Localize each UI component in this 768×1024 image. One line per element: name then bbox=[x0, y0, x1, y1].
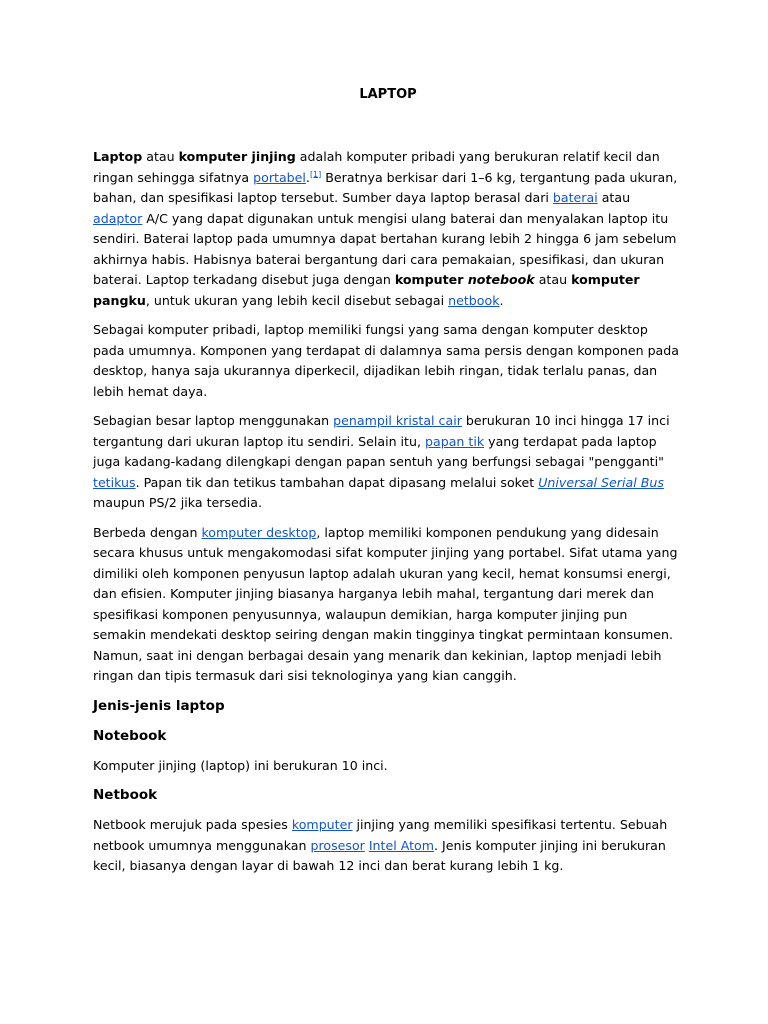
reference-link-1[interactable]: [1] bbox=[309, 169, 322, 179]
heading-jenis-laptop: Jenis-jenis laptop bbox=[93, 697, 225, 714]
heading-notebook: Notebook bbox=[93, 727, 167, 744]
paragraph-komponen bbox=[93, 523, 683, 687]
link-papan-tik[interactable]: papan tik bbox=[424, 433, 485, 449]
link-intel-atom[interactable]: Intel Atom bbox=[368, 837, 435, 853]
text-span: atau bbox=[534, 272, 572, 287]
text-span: . bbox=[499, 292, 504, 308]
paragraph-fungsi: Sebagai komputer pribadi, laptop memiliki fungsi yang sama dengan komputer desktop pada umumnya. Komponen yang terdapat di dalamnya sama persis dengan komponen pada desktop, hanya saja ukurannya diperkecil, dijadikan lebih ringan, tidak terlalu panas, dan lebih hemat daya. bbox=[93, 322, 679, 399]
term-komputer-jinjing: komputer jinjing bbox=[178, 149, 296, 164]
paragraph-intro bbox=[93, 147, 683, 311]
text-span: Berbeda dengan bbox=[93, 524, 202, 540]
paragraph-netbook bbox=[93, 815, 683, 877]
text-span: , laptop memiliki komponen pendukung yang didesain secara khusus untuk mengakomodasi sifat komputer jinjing yang portabel. Sifat utama yang dimiliki oleh komponen penyusun laptop adalah ukuran yang kecil, hemat konsumsi energi, dan efisien. Komputer jinjing biasanya harganya lebih mahal, tergantung dari merek dan spesifikasi komponen penyusunnya, walaupun demikian, harga komputer jinjing pun semakin mendekati desktop seiring dengan makin tingginya tingkat permintaan konsumen. Namun, saat ini dengan berbagai desain yang menarik dan kekinian, laptop menjadi lebih ringan dan tipis termasuk dari sisi teknologinya yang kian canggih. bbox=[93, 524, 678, 683]
text-span: Netbook merujuk pada spesies bbox=[93, 817, 292, 832]
text-span: . bbox=[305, 169, 310, 185]
text-span: Beratnya berkisar dari 1–6 kg, tergantung pada ukuran, bahan, dan spesifikasi laptop tersebut. Sumber daya laptop berasal dari bbox=[93, 169, 678, 205]
link-portabel[interactable]: portabel bbox=[253, 169, 306, 185]
text-span: A/C yang dapat digunakan untuk mengisi ulang baterai dan menyalakan laptop itu sendiri. Baterai laptop pada umumnya dapat bertahan kurang lebih 2 hingga 6 jam sebelum akhirnya habis. Habisnya baterai bergantung dari cara pemakaian, spesifikasi, dan ukuran baterai. Laptop terkadang disebut juga dengan bbox=[93, 210, 677, 287]
term-laptop: Laptop bbox=[93, 149, 143, 164]
text-span: . Papan tik dan tetikus tambahan dapat dipasang melalui soket bbox=[135, 474, 539, 490]
link-universal-serial-bus[interactable] bbox=[538, 475, 664, 490]
text-span: . Jenis komputer jinjing ini berukuran kecil, biasanya dengan layar di bawah 12 inci dan berat kurang lebih 1 kg. bbox=[93, 837, 666, 873]
text-span: atau bbox=[142, 149, 179, 164]
text-span: maupun PS/2 jika tersedia. bbox=[93, 495, 262, 510]
link-netbook[interactable]: netbook bbox=[448, 292, 500, 308]
text-span: , untuk ukuran yang lebih kecil disebut sebagai bbox=[145, 292, 449, 308]
term-komputer: komputer bbox=[394, 272, 468, 287]
paragraph-layar bbox=[93, 411, 683, 514]
link-adaptor[interactable]: adaptor bbox=[93, 210, 143, 226]
text-span: atau bbox=[597, 190, 631, 205]
link-baterai[interactable]: baterai bbox=[552, 190, 598, 205]
link-prosesor[interactable]: prosesor bbox=[310, 837, 365, 853]
term-komputer-pangku: komputer pangku bbox=[93, 272, 640, 308]
link-tetikus[interactable]: tetikus bbox=[93, 474, 136, 490]
heading-netbook: Netbook bbox=[93, 787, 158, 803]
link-universal-serial-bus-text: Universal Serial Bus bbox=[538, 474, 664, 490]
paragraph-notebook: Komputer jinjing (laptop) ini berukuran 10 inci. bbox=[93, 757, 388, 773]
page-title: LAPTOP bbox=[359, 87, 417, 102]
link-komputer-desktop[interactable]: komputer desktop bbox=[201, 524, 317, 540]
text-span: berukuran 10 inci hingga 17 inci tergantung dari ukuran laptop itu sendiri. Selain itu, bbox=[93, 413, 670, 449]
document-page bbox=[93, 84, 683, 886]
text-span: adalah komputer pribadi yang berukuran relatif kecil dan ringan sehingga sifatnya bbox=[93, 149, 660, 185]
link-komputer[interactable]: komputer bbox=[291, 817, 353, 832]
text-span: jinjing yang memiliki spesifikasi tertentu. Sebuah netbook umumnya menggunakan bbox=[93, 817, 668, 853]
text-span: Sebagian besar laptop menggunakan bbox=[93, 413, 334, 428]
term-notebook: notebook bbox=[467, 272, 535, 287]
link-penampil-kristal-cair[interactable]: penampil kristal cair bbox=[333, 413, 462, 428]
text-span: yang terdapat pada laptop juga kadang-kadang dilengkapi dengan papan sentuh yang berfungsi sebagai "pengganti" bbox=[93, 433, 664, 469]
